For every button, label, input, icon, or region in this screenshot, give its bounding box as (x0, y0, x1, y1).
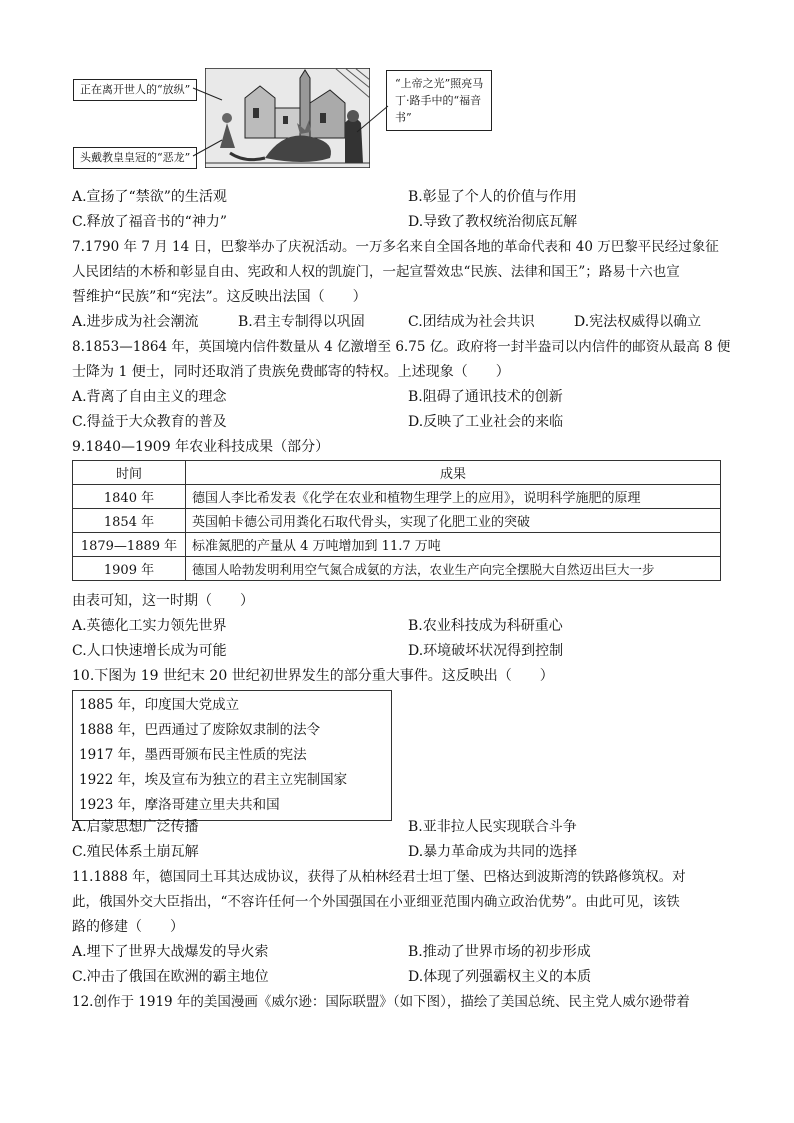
q8-option-c: C.得益于大众教育的普及 (72, 414, 227, 430)
q7-option-b: B.君主专制得以巩固 (238, 314, 365, 330)
events-box (72, 690, 392, 821)
q11-option-a: A.埋下了世界大战爆发的导火索 (72, 944, 269, 960)
q10-option-c: C.殖民体系土崩瓦解 (72, 844, 199, 860)
q11-stem-line3: 路的修建（ ） (72, 919, 184, 935)
table-row (73, 509, 721, 533)
q8-stem-line1: 8.1853—1864 年，英国境内信件数量从 4 亿激增至 6.75 亿。政府将一封半盎司以内信件的邮资从最高 8 便 (72, 339, 731, 355)
table-cell-time: 1879—1889 年 (73, 533, 186, 557)
agri-tech-table (72, 460, 721, 581)
table-cell-time: 1909 年 (73, 557, 186, 581)
q7-stem-line2: 人民团结的木桥和彰显自由、宪政和人权的凯旋门，一起宣誓效忠“民族、法律和国王”；路易十六也宣 (72, 264, 680, 280)
q11-option-b: B.推动了世界市场的初步形成 (408, 944, 591, 960)
table-cell-result: 德国人李比希发表《化学在农业和植物生理学上的应用》，说明科学施肥的原理 (186, 485, 721, 509)
q7-option-a: A.进步成为社会潮流 (72, 314, 199, 330)
q7-stem-line1: 7.1790 年 7 月 14 日，巴黎举办了庆祝活动。一万多名来自全国各地的革命代表和 40 万巴黎平民经过象征 (72, 239, 719, 255)
q11-option-d: D.体现了列强霸权主义的本质 (408, 969, 592, 985)
q6-option-c: C.释放了福音书的“神力” (72, 214, 227, 230)
q8-option-a: A.背离了自由主义的理念 (72, 389, 227, 405)
label-gospel-line1: “上帝之光”照亮马 (395, 77, 484, 90)
label-gospel-line3: 书” (395, 111, 412, 124)
q7-option-d: D.宪法权威得以确立 (574, 314, 702, 330)
q8-option-b: B.阻碍了通讯技术的创新 (408, 389, 563, 405)
q8-stem-line2: 士降为 1 便士，同时还取消了贵族免费邮寄的特权。上述现象（ ） (72, 364, 510, 380)
table-header-row (73, 461, 721, 485)
table-row (73, 533, 721, 557)
q6-option-d: D.导致了教权统治彻底瓦解 (408, 214, 578, 230)
q9-title: 9.1840—1909 年农业科技成果（部分） (72, 439, 330, 455)
table-header-time: 时间 (73, 461, 186, 485)
q11-stem-line1: 11.1888 年，德国同土耳其达成协议，获得了从柏林经君士坦丁堡、巴格达到波斯湾的铁路修筑权。对 (72, 869, 686, 885)
event-item: 1923 年，摩洛哥建立里夫共和国 (79, 797, 280, 813)
q8-option-d: D.反映了工业社会的来临 (408, 414, 564, 430)
q10-option-b: B.亚非拉人民实现联合斗争 (408, 819, 577, 835)
event-item: 1885 年，印度国大党成立 (79, 697, 240, 713)
q9-after: 由表可知，这一时期（ ） (72, 593, 254, 609)
q12-stem-line1: 12.创作于 1919 年的美国漫画《威尔逊：国际联盟》（如下图），描绘了美国总统、民主党人威尔逊带着 (72, 994, 690, 1010)
q6-option-b: B.彰显了个人的价值与作用 (408, 189, 577, 205)
event-item: 1917 年，墨西哥颁布民主性质的宪法 (79, 747, 307, 763)
label-dragon: 头戴教皇皇冠的“恶龙” (73, 147, 197, 169)
table-cell-time: 1854 年 (73, 509, 186, 533)
table-cell-result: 英国帕卡德公司用粪化石取代骨头，实现了化肥工业的突破 (186, 509, 721, 533)
event-item: 1888 年，巴西通过了废除奴隶制的法令 (79, 722, 321, 738)
q6-option-a: A.宣扬了“禁欲”的生活观 (72, 189, 227, 205)
table-header-result: 成果 (186, 461, 721, 485)
table-cell-result: 德国人哈勃发明利用空气氮合成氨的方法，农业生产向完全摆脱大自然迈出巨大一步 (186, 557, 721, 581)
q9-option-b: B.农业科技成为科研重心 (408, 618, 563, 634)
label-gospel-line2: 丁·路手中的“福音 (395, 94, 482, 107)
pointer-lines (0, 0, 794, 200)
table-row (73, 485, 721, 509)
q10-option-d: D.暴力革命成为共同的选择 (408, 844, 578, 860)
table-cell-time: 1840 年 (73, 485, 186, 509)
q11-option-c: C.冲击了俄国在欧洲的霸主地位 (72, 969, 269, 985)
q9-option-c: C.人口快速增长成为可能 (72, 643, 227, 659)
q9-option-a: A.英德化工实力领先世界 (72, 618, 227, 634)
q9-option-d: D.环境破坏状况得到控制 (408, 643, 564, 659)
q10-stem: 10.下图为 19 世纪末 20 世纪初世界发生的部分重大事件。这反映出（ ） (72, 668, 554, 684)
table-row (73, 557, 721, 581)
q7-option-c: C.团结成为社会共识 (408, 314, 535, 330)
q10-option-a: A.启蒙思想广泛传播 (72, 819, 199, 835)
table-cell-result: 标准氮肥的产量从 4 万吨增加到 11.7 万吨 (186, 533, 721, 557)
event-item: 1922 年，埃及宣布为独立的君主立宪制国家 (79, 772, 348, 788)
label-indulgence: 正在离开世人的“放纵” (73, 79, 197, 101)
q7-stem-line3: 誓维护“民族”和“宪法”。这反映出法国（ ） (72, 289, 367, 305)
q11-stem-line2: 此，俄国外交大臣指出，“不容许任何一个外国强国在小亚细亚范围内确立政治优势”。由此可见，该铁 (72, 894, 680, 910)
